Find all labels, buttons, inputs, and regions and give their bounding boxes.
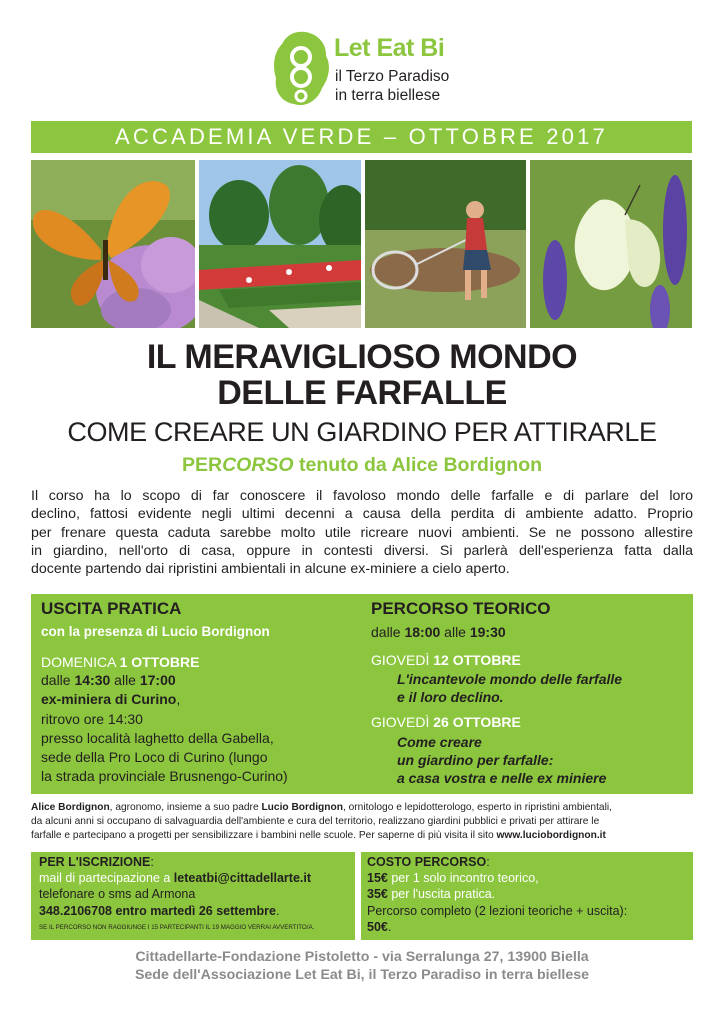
course-rest: tenuto da Alice Bordignon [293, 454, 543, 476]
pratica-line-4: la strada provinciale Brusnengo-Curino) [41, 768, 288, 784]
pratica-day-prefix: DOMENICA [41, 654, 120, 670]
teorico-time [371, 623, 506, 641]
teorico-time-start: 18:00 [404, 624, 441, 640]
cost-price-2-text: per l'uscita pratica. [387, 887, 496, 901]
registration-box [31, 852, 355, 940]
teorico-heading: PERCORSO TEORICO [371, 599, 551, 618]
pratica-place-punct: , [176, 691, 181, 707]
registration-phone-text: telefonare o sms ad Armona [39, 887, 196, 901]
teorico-d2-line-3: a casa vostra e nelle ex miniere [397, 770, 607, 786]
photo-butterfly-white [530, 160, 692, 328]
photo-woman-net [365, 160, 526, 328]
teorico-d2-line-2: un giardino per farfalle: [397, 752, 554, 768]
registration-heading [39, 855, 154, 870]
teorico-d1-line-1: L'incantevole mondo delle farfalle [397, 671, 623, 687]
pratica-time-end: 17:00 [139, 672, 176, 688]
teorico-time-end: 19:30 [469, 624, 506, 640]
logo-title: Let Eat Bi [334, 34, 445, 62]
teorico-d1-prefix: GIOVEDÌ [371, 652, 434, 668]
bio-paragraph [31, 801, 693, 843]
registration-email-link[interactable]: leteatbi@cittadellarte.it [173, 871, 312, 885]
terzo-paradiso-leaf-icon [272, 30, 330, 108]
pratica-time-c: alle [110, 672, 140, 688]
pratica-subheading: con la presenza di Lucio Bordignon [41, 624, 270, 639]
pratica-place [41, 690, 180, 708]
pratica-line-3: sede della Pro Loco di Curino (lungo [41, 749, 268, 765]
cost-price-1: 15€ [367, 871, 388, 885]
teorico-time-a: dalle [371, 624, 405, 640]
bio-name-alice: Alice Bordignon [31, 802, 110, 813]
teorico-d2-day: 26 OTTOBRE [433, 714, 521, 730]
registration-phone [39, 904, 279, 919]
teorico-time-c: alle [440, 624, 470, 640]
intro-line-4: in giardino, nell'orto di casa, oppure in contesti diversi. Si parlerà dell'esperienza fatta dalla [31, 542, 693, 559]
bio-text-2: , ornitologo e lepidotterologo, esperto in ripristini ambientali, [342, 802, 612, 813]
logo-subtitle-2: in terra biellese [335, 87, 441, 104]
cost-line-4 [367, 920, 391, 935]
banner: ACCADEMIA VERDE – OTTOBRE 2017 [31, 121, 692, 153]
cost-line-3: Percorso completo (2 lezioni teoriche + uscita): [367, 904, 628, 918]
pratica-heading: USCITA PRATICA [41, 599, 182, 618]
program-box [31, 594, 693, 794]
course-prefix: PER [181, 454, 223, 476]
bio-website-link[interactable]: www.luciobordignon.it [496, 830, 606, 841]
bio-line-2: da alcuni anni si occupano di salvaguardia dell'ambiente e cura del territorio, realizzano giardini pubblici e privati per attirare le [31, 816, 600, 827]
pratica-day: 1 OTTOBRE [119, 654, 200, 670]
bio-name-lucio: Lucio Bordignon [261, 802, 343, 813]
pratica-time [41, 671, 176, 689]
cost-line-1 [367, 871, 539, 886]
intro-line-1: Il corso ha lo scopo di far conoscere il favoloso mondo delle farfalle e di parlare del loro [31, 488, 693, 504]
cost-box [361, 852, 693, 940]
pratica-time-start: 14:30 [74, 672, 111, 688]
cost-colon: : [486, 855, 490, 869]
teorico-d2-line-1: Come creare [397, 734, 482, 750]
pratica-line-2: presso località laghetto della Gabella, [41, 730, 274, 746]
registration-dot: . [275, 904, 280, 918]
intro-line-2: declino, fattosi evidente negli ultimi decenni a causa della perdita di ambiente adatto. Proprio [31, 506, 693, 523]
pratica-time-a: dalle [41, 672, 75, 688]
cost-line-2 [367, 887, 495, 902]
photo-garden [199, 160, 361, 328]
registration-phone-number: 348.2106708 entro martedì 26 settembre [39, 904, 276, 918]
course-emphasis: CORSO [222, 454, 294, 476]
bio-line-3 [31, 829, 693, 843]
bio-text-1: , agronomo, insieme a suo padre [109, 802, 262, 813]
course-by [0, 452, 724, 478]
pratica-line-1: ritrovo ore 14:30 [41, 711, 143, 727]
cost-dot: . [387, 920, 392, 934]
bio-line-1 [31, 801, 693, 815]
cost-heading [367, 855, 490, 870]
registration-note: SE IL PERCORSO NON RAGGIUNGE I 15 PARTECIPANTI IL 19 MAGGIO VERRAI AVVERTITO/A. [39, 924, 315, 931]
cost-price-2: 35€ [367, 887, 388, 901]
logo [272, 30, 472, 110]
headline-subtitle: COME CREARE UN GIARDINO PER ATTIRARLE [67, 417, 657, 447]
teorico-d2-prefix: GIOVEDÌ [371, 714, 434, 730]
intro-paragraph [31, 487, 693, 578]
teorico-d1-line-2: e il loro declino. [397, 689, 504, 705]
logo-subtitle-1: il Terzo Paradiso [335, 68, 450, 85]
registration-colon: : [150, 855, 154, 869]
cost-heading-text: COSTO PERCORSO [367, 855, 487, 869]
registration-mail-text: mail di partecipazione a [39, 871, 174, 885]
headline-line-2: DELLE FARFALLE [217, 374, 507, 412]
intro-line-3: per frenare questa caduta sarebbe molto utile ricreare nuovi ambienti. Se ne possono allestire [31, 524, 693, 541]
registration-mail [39, 871, 311, 886]
bio-text-3: farfalle e partecipano a progetti per sensibilizzare i bambini nelle scuole. Per saperne di più visita il sito [31, 830, 497, 841]
pratica-date [41, 653, 199, 671]
intro-line-5: docente partendo dai ripristini ambientali in alcune ex-miniere a cielo aperto. [31, 561, 510, 578]
footer-association: Sede dell'Associazione Let Eat Bi, il Terzo Paradiso in terra biellese [134, 967, 590, 983]
teorico-d1-day: 12 OTTOBRE [433, 652, 521, 668]
headline-line-1: IL MERAVIGLIOSO MONDO [146, 338, 578, 376]
teorico-date-1 [371, 651, 521, 669]
photo-butterfly-orange [31, 160, 195, 328]
pratica-place-name: ex-miniera di Curino [41, 691, 177, 707]
footer-address: Cittadellarte-Fondazione Pistoletto - via Serralunga 27, 13900 Biella [135, 949, 589, 965]
teorico-date-2 [371, 713, 521, 731]
cost-price-1-text: per 1 solo incontro teorico, [387, 871, 539, 885]
registration-heading-text: PER L'ISCRIZIONE [39, 855, 151, 869]
cost-price-3: 50€ [367, 920, 388, 934]
